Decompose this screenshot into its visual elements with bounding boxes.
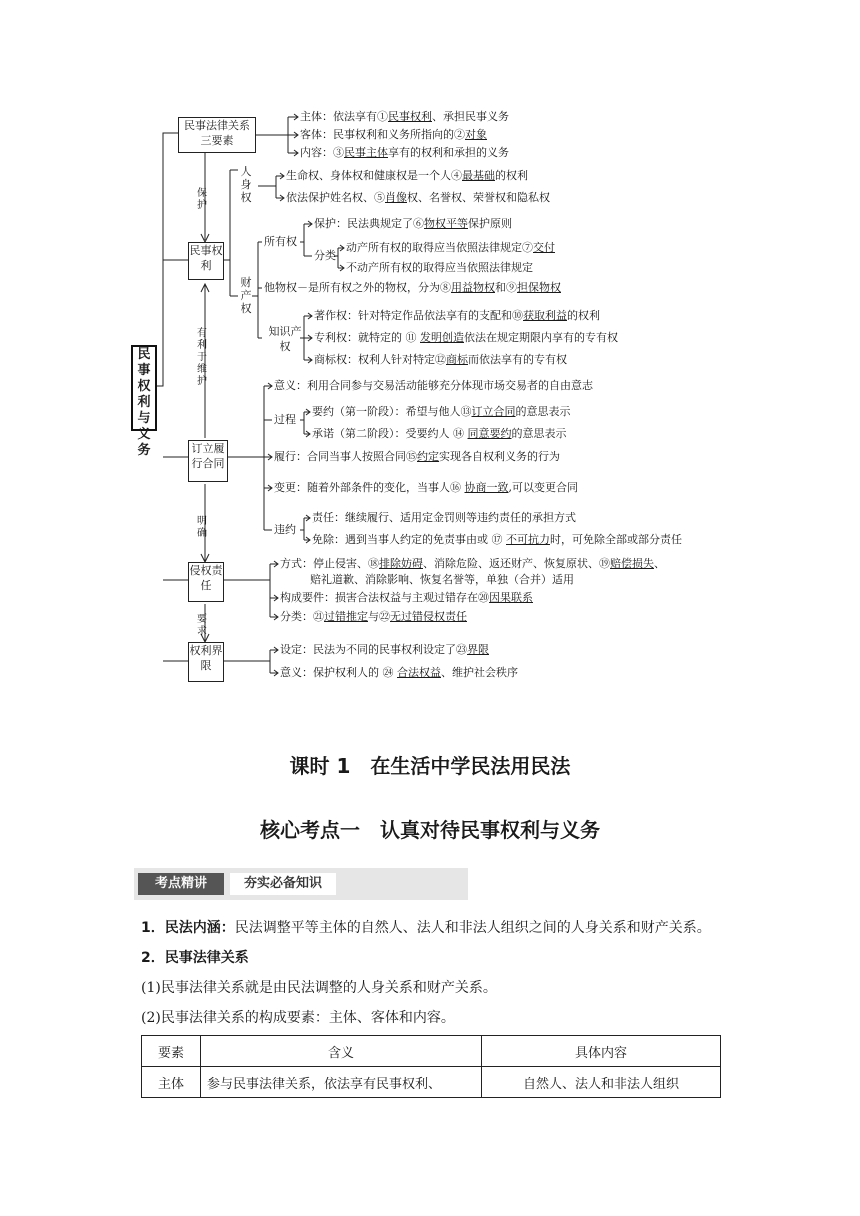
banner-right-label: 夯实必备知识: [230, 873, 336, 895]
contract-perform: 履行：合同当事人按照合同⑮约定实现各自权利义务的行为: [274, 450, 560, 463]
ownership-classify: 分类: [314, 249, 336, 262]
ownership-protect: 保护：民法典规定了⑥物权平等保护原则: [314, 217, 512, 230]
paragraph-4: (2)民事法律关系的构成要素：主体、客体和内容。: [141, 1010, 455, 1026]
boundary-box: 权利界限: [188, 642, 224, 682]
connector-benefit: 有利于维护: [197, 328, 207, 387]
tort-constitute: 构成要件：损害合法权益与主观过错存在⑳因果联系: [280, 591, 533, 604]
banner-left-label: 考点精讲: [138, 873, 224, 895]
elements-box: 民事法律关系三要素: [178, 117, 256, 153]
movable-property: 动产所有权的取得应当依照法律规定⑦交付: [346, 241, 555, 254]
paragraph-1-label: 1．民法内涵：: [141, 920, 235, 936]
contract-change: 变更：随着外部条件的变化，当事人⑯ 协商一致,可以变更合同: [274, 481, 578, 494]
tort-classify: 分类：㉑过错推定与㉒无过错侵权责任: [280, 610, 467, 623]
contract-meaning: 意义：利用合同参与交易活动能够充分体现市场交易者的自由意志: [274, 379, 593, 392]
ownership-label: 所有权: [264, 235, 297, 248]
boundary-set: 设定：民法为不同的民事权利设定了㉓界限: [280, 643, 489, 656]
connector-protect: 保护: [197, 188, 207, 211]
boundary-meaning: 意义：保护权利人的 ㉔ 合法权益、维护社会秩序: [280, 666, 518, 679]
breach-liability: 责任：继续履行、适用定金罚则等违约责任的承担方式: [312, 511, 576, 524]
rights-box: 民事权利: [188, 242, 224, 280]
element-content: 内容：③民事主体享有的权利和承担的义务: [300, 146, 509, 159]
section-banner: [134, 868, 468, 900]
paragraph-3: (1)民事法律关系就是由民法调整的人身关系和财产关系。: [141, 980, 497, 996]
tort-way-2: 赔礼道歉、消除影响、恢复名誉等，单独（合并）适用: [310, 573, 574, 586]
table-header-row: [142, 1036, 721, 1067]
section-title: 核心考点一 认真对待民事权利与义务: [260, 818, 600, 842]
element-object: 客体：民事权利和义务所指向的②对象: [300, 128, 487, 141]
table-header: 含义: [201, 1036, 482, 1067]
patent: 专利权：就特定的 ⑪ 发明创造依法在规定期限内享有的专有权: [314, 331, 618, 344]
immovable-property: 不动产所有权的取得应当依照法律规定: [346, 261, 533, 274]
lesson-title: 课时 1 在生活中学民法用民法: [289, 754, 571, 778]
elements-table: [141, 1035, 721, 1098]
personal-right-1: 生命权、身体权和健康权是一个人④最基础的权利: [286, 169, 528, 182]
copyright: 著作权：针对特定作品依法享有的支配和⑩获取利益的权利: [314, 309, 600, 322]
element-subject: 主体：依法享有①民事权利、承担民事义务: [300, 110, 509, 123]
table-cell: 自然人、法人和非法人组织: [482, 1067, 721, 1098]
table-header: 要素: [142, 1036, 201, 1067]
personal-rights-label: 人身权: [240, 165, 252, 204]
paragraph-2: 2．民事法律关系: [141, 950, 249, 966]
contract-box: 订立履行合同: [188, 440, 228, 482]
connector-require: 要求: [197, 614, 207, 637]
connector-clarify: 明确: [197, 516, 207, 539]
trademark: 商标权：权利人针对特定⑫商标而依法享有的专有权: [314, 353, 567, 366]
other-property-rights: 他物权－是所有权之外的物权，分为⑧用益物权和⑨担保物权: [264, 281, 561, 294]
breach-exempt: 免除：遇到当事人约定的免责事由或 ⑰ 不可抗力时，可免除全部或部分责任: [312, 533, 682, 546]
contract-breach: 违约: [274, 523, 296, 536]
paragraph-1: 1．民法内涵：民法调整平等主体的自然人、法人和非法人组织之间的人身关系和财产关系。: [141, 920, 711, 936]
mind-map-root: 民事权利与义务: [131, 345, 157, 431]
tort-way-1: 方式：停止侵害、⑱排除妨碍、消除危险、返还财产、恢复原状、⑲赔偿损失、: [280, 557, 665, 570]
table-header: 具体内容: [482, 1036, 721, 1067]
table-cell: 主体: [142, 1067, 201, 1098]
contract-offer: 要约（第一阶段）：希望与他人⑬订立合同的意思表示: [312, 405, 571, 418]
table-row: [142, 1067, 721, 1098]
contract-accept: 承诺（第二阶段）：受要约人 ⑭ 同意要约的意思表示: [312, 427, 567, 440]
tort-box: 侵权责任: [188, 562, 224, 602]
property-rights-label: 财产权: [240, 276, 252, 315]
table-cell: 参与民事法律关系，依法享有民事权利、: [201, 1067, 482, 1098]
personal-right-2: 依法保护姓名权、⑤肖像权、名誉权、荣誉权和隐私权: [286, 191, 550, 204]
contract-process: 过程: [274, 413, 296, 426]
ip-label: 知识产权: [268, 325, 302, 353]
